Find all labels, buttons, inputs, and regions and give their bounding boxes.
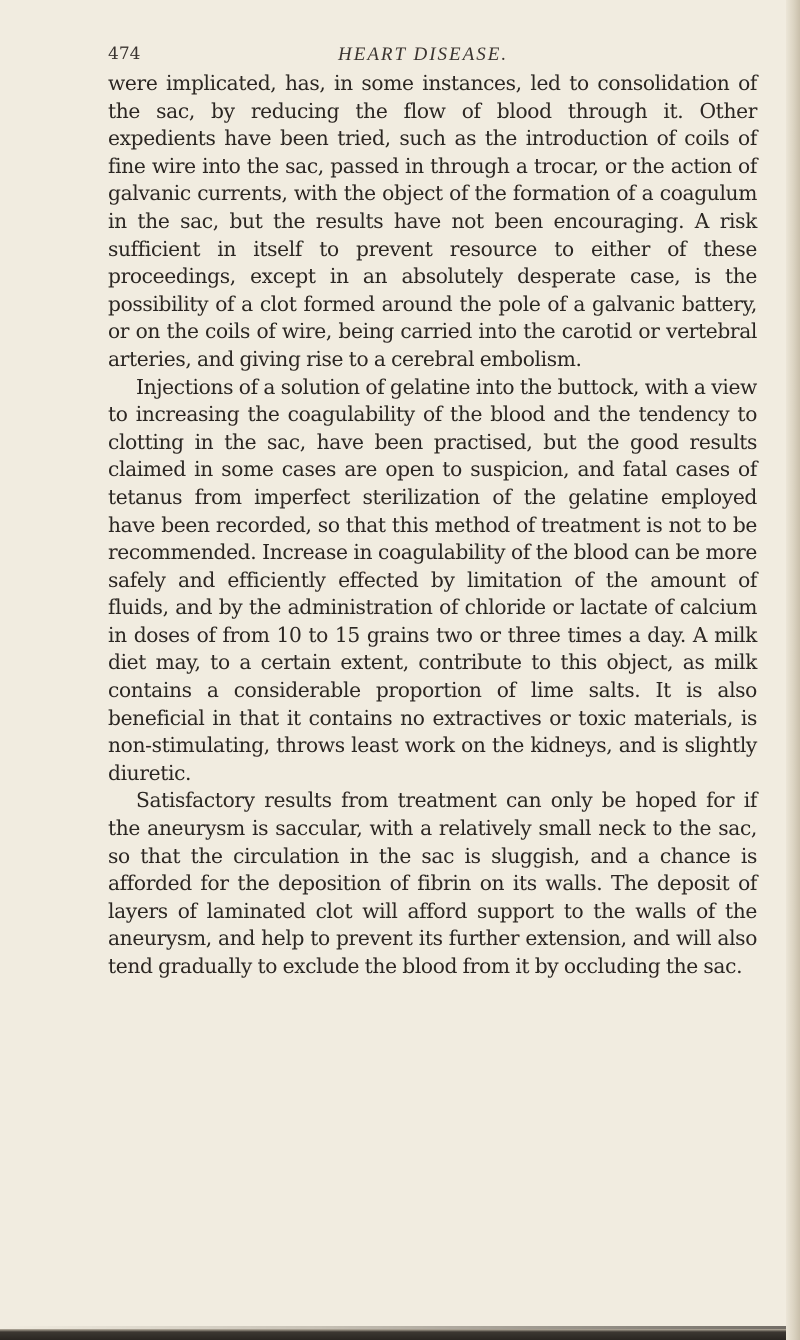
page-number: 474 [108, 44, 141, 64]
page-header [108, 44, 748, 72]
running-title: HEART DISEASE. [338, 44, 509, 65]
page-edge [786, 0, 800, 1340]
body-text [108, 70, 757, 981]
paragraph-2: Injections of a solution of gelatine into the buttock, with a view to increasing the coagulability of the blood and the tendency to clotting in the sac, have been practised, but the good results claimed in some cases are open to suspicion, and fatal cases of tetanus from imperfect sterilization of the gelatine employed have been recorded, so that this method of treatment is not to be recommended. Increase in coagulability of the blood can be more safely and efficiently effected by limitation of the amount of fluids, and by the administration of chloride or lactate of calcium in doses of from 10 to 15 grains two or three times a day. A milk diet may, to a certain extent, contribute to this object, as milk contains a considerable proportion of lime salts. It is also beneficial in that it contains no extractives or toxic materials, is non-stimulating, throws least work on the kidneys, and is slightly diuretic. [108, 374, 757, 785]
paragraph-1: were implicated, has, in some instances, led to consolidation of the sac, by reducing the flow of blood through it. Other expedients have been tried, such as the introduction of coils of fine wire into the sac, passed in through a trocar, or the action of galvanic currents, with the object of the formation of a coagulum in the sac, but the results have not been encouraging. A risk sufficient in itself to prevent resource to either of these proceedings, except in an absolutely desperate case, is the possibility of a clot formed around the pole of a galvanic battery, or on the coils of wire, being carried into the carotid or vertebral arteries, and giving rise to a cerebral embolism. [108, 71, 757, 371]
bottom-page-edge [0, 1329, 786, 1340]
paragraph-3: Satisfactory results from treatment can only be hoped for if the aneurysm is saccular, with a relatively small neck to the sac, so that the circulation in the sac is sluggish, and a chance is afforded for the deposition of fibrin on its walls. The deposit of layers of laminated clot will afford support to the walls of the aneurysm, and help to prevent its further extension, and will also tend gradually to exclude the blood from it by occluding the sac. [108, 788, 757, 978]
